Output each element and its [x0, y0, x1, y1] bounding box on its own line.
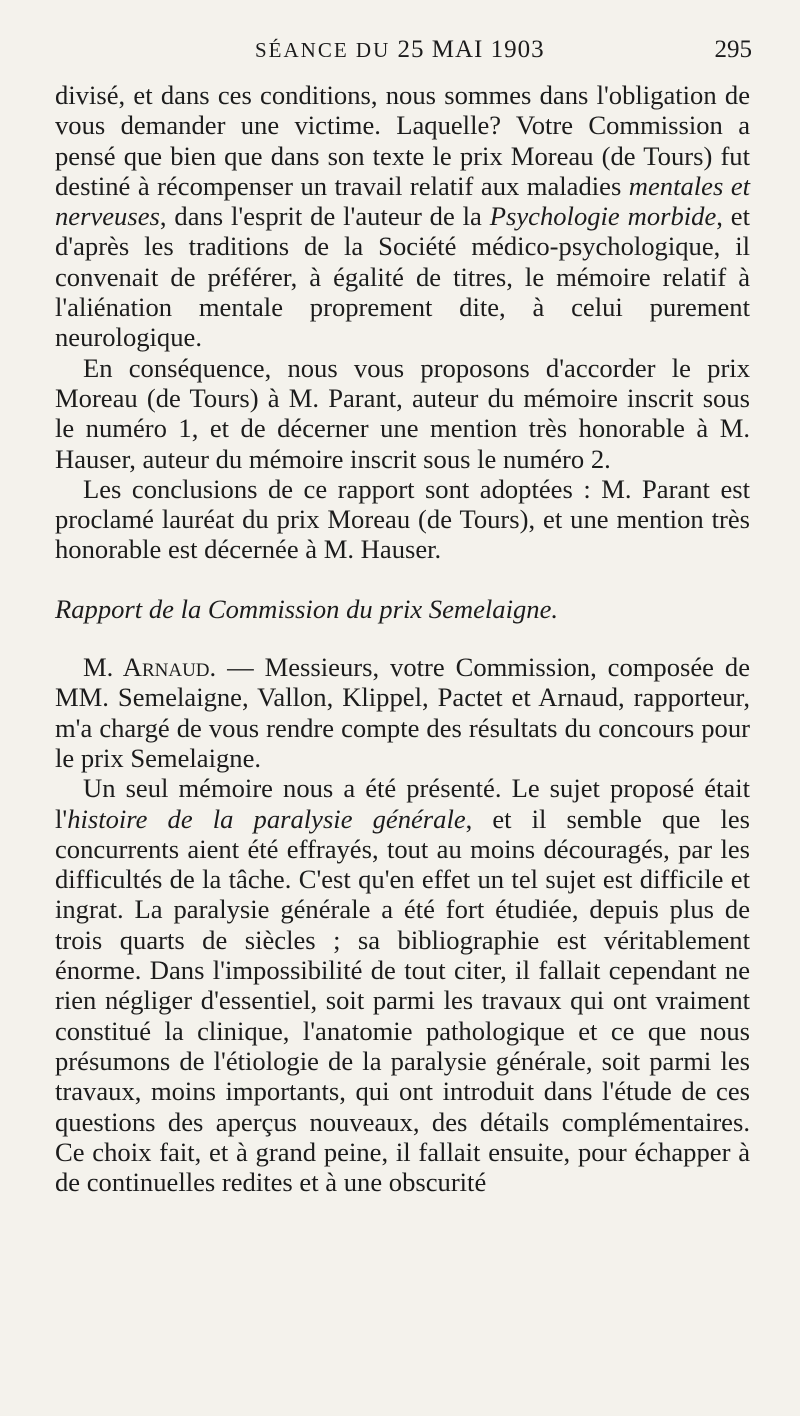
page-number: 295: [714, 36, 752, 63]
paragraph-4-text: — Messieurs, votre Commission, composée de MM. Semelaigne, Vallon, Klippel, Pactet et Arnaud, rapporteur, m'a chargé de vous rendre compte des résultats du concours pour le prix Semelaigne.: [55, 652, 750, 773]
page-header: [55, 36, 752, 76]
speaker-name: M. Arnaud.: [83, 652, 217, 683]
paragraph-1-italic-a: mentales et nerveuses: [55, 170, 751, 232]
section-title: Rapport de la Commission du prix Semelaigne.: [55, 593, 559, 624]
paragraph-5-article: l': [55, 803, 68, 834]
paragraph-4: [55, 652, 750, 773]
paragraph-1-text-a: divisé, et dans ces conditions, nous sommes dans l'obligation de vous demander une victime. Laquelle? Votre Commission a pensé que bien que dans son texte le prix Moreau (de Tours) fut destiné à récompenser un travail relatif aux maladies: [55, 80, 750, 201]
running-head: [255, 36, 545, 64]
paragraph-3: Les conclusions de ce rapport sont adoptées : M. Parant est proclamé lauréat du prix Moreau (de Tours), et une mention très honorable est décernée à M. Hauser.: [55, 473, 750, 565]
paragraph-2: En conséquence, nous vous proposons d'accorder le prix Moreau (de Tours) à M. Parant, auteur du mémoire inscrit sous le numéro 1, et de décerner une mention très honorable à M. Hauser, auteur du mémoire inscrit sous le numéro 2.: [55, 352, 750, 474]
paragraph-5-text-b: , et il semble que les concurrents aient été effrayés, tout au moins découragés, par les difficultés de la tâche. C'est qu'en effet un tel sujet est difficile et ingrat. La paralysie générale a été fort étudiée, depuis plus de trois quarts de siècles ; sa bibliographie est véritablement énorme. Dans l'impossibilité de tout citer, il fallait cependant ne rien négliger d'essentiel, soit parmi les travaux qui ont vraiment constitué la clinique, l'anatomie pathologique et ce que nous présumons de l'étiologie de la paralysie générale, soit parmi les travaux, moins importants, qui ont introduit dans l'étude de ces questions des aperçus nouveaux, des détails complémentaires. Ce choix fait, et à grand peine, il fallait ensuite, pour échapper à de continuelles redites et à une obscurité: [55, 803, 750, 1198]
paragraph-5-text-a: Un seul mémoire nous a été présenté. Le sujet proposé était: [83, 773, 750, 804]
body-text: [55, 80, 750, 1197]
paragraph-1-text-c: , et d'après les traditions de la Société médico-psychologique, il convenait de préférer, à égalité de titres, le mémoire relatif à l'aliénation mentale proprement dite, à celui purement neurologique.: [55, 201, 750, 353]
section-gap-top: [55, 565, 750, 594]
running-head-prefix: SÉANCE DU: [255, 38, 391, 62]
running-head-date: 25 MAI 1903: [397, 36, 545, 63]
paragraph-1: [55, 80, 750, 353]
paragraph-5-italic: histoire de la paralysie générale: [67, 803, 466, 834]
paragraph-1-italic-b: Psychologie morbide: [489, 201, 717, 232]
paragraph-5: [55, 773, 750, 1197]
section-gap-bottom: [55, 624, 750, 652]
paragraph-1-text-b: , dans l'esprit de l'auteur de la: [159, 201, 490, 232]
